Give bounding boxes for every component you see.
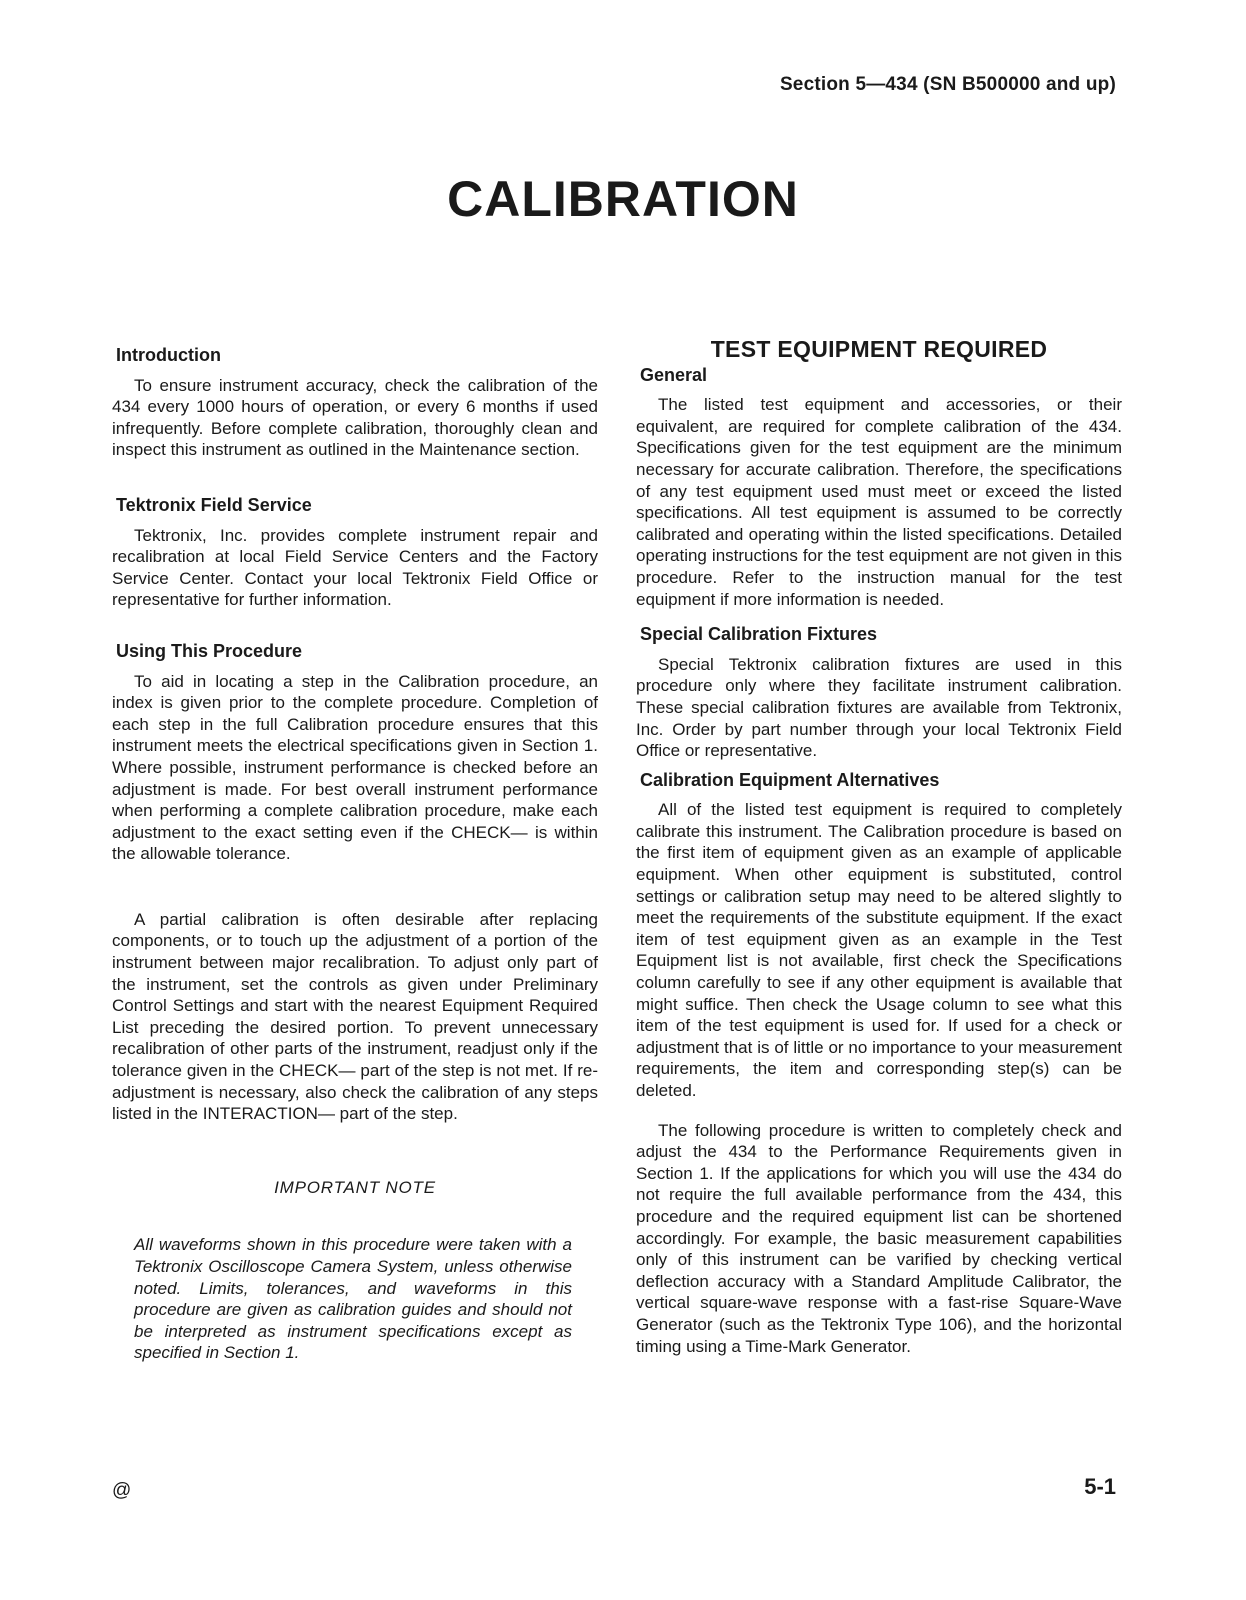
right-column — [636, 336, 1122, 1357]
introduction-text: To ensure instrument accuracy, check the calibration of the 434 every 1000 hours of operation, or every 6 months if used infrequently. Before complete calibration, thoroughly clean and inspect this instrument as outlined in the Maintenance section. — [112, 375, 598, 460]
important-note-text: All waveforms shown in this procedure were taken with a Tektronix Oscilloscope Camera System, unless otherwise noted. Limits, tolerances, and waveforms in this procedure are given as calibration guides and should not be interpreted as instrument specifications except as specified in Section 1. — [134, 1235, 572, 1363]
important-note-title: IMPORTANT NOTE — [274, 1177, 436, 1197]
page-number: 5-1 — [1084, 1474, 1116, 1499]
page-title: CALIBRATION — [447, 171, 799, 227]
footer-mark: @ — [112, 1480, 132, 1501]
introduction-heading: Introduction — [116, 345, 221, 365]
field-service-text: Tektronix, Inc. provides complete instrument repair and recalibration at local Field Service Centers and the Factory Service Center. Contact your local Tektronix Field Office or representative for further information. — [112, 525, 598, 610]
using-procedure-heading: Using This Procedure — [116, 640, 303, 661]
test-equipment-heading: TEST EQUIPMENT REQUIRED — [710, 336, 1048, 362]
alternatives-heading: Calibration Equipment Alternatives — [640, 769, 940, 790]
left-column — [112, 345, 598, 1364]
alternatives-text-2: The following procedure is written to completely check and adjust the 434 to the Performance Requirements given in Section 1. If the applications for which you will use the 434 do not require the full available performance from the 434, this procedure and the required equipment list can be shortened accordingly. For example, the basic measurement capabilities only of this instrument can be varified by checking vertical deflection accuracy with a Standard Amplitude Calibrator, the vertical square-wave response with a fast-rise Square-Wave Generator (such as the Tektronix Type 106), and the horizontal timing using a Time-Mark Generator. — [636, 1120, 1122, 1356]
alternatives-text-1: All of the listed test equipment is required to completely calibrate this instrument. The Calibration procedure is based on the first item of equipment given as an example of applicable equipment. When other equipment is substituted, control settings or calibration setup may need to be altered slightly to meet the requirements of the substitute equipment. If the exact item of test equipment given as an example in the Test Equipment list is not available, first check the Specifications column carefully to see if any other equipment is available that might suffice. Then check the Usage column to see what this item of the test equipment is used for. If used for a check or adjustment that is of little or no importance to your measurement requirements, the item and corresponding step(s) can be deleted. — [636, 800, 1122, 1100]
using-procedure-text-1: To aid in locating a step in the Calibration procedure, an index is given prior to the complete procedure. Completion of each step in the full Calibration procedure ensures that this instrument meets the electrical specifications given in Section 1. Where possible, instrument performance is checked before an adjustment is made. For best overall instrument performance when performing a complete calibration procedure, make each adjustment to the exact setting even if the CHECK— is within the allowable tolerance. — [112, 671, 598, 864]
general-text: The listed test equipment and accessories, or their equivalent, are required for complete calibration of the 434. Specifications given for the test equipment are the minimum necessary for accurate calibration. Therefore, the specifications of any test equipment used must meet or exceed the listed specifications. All test equipment is assumed to be correctly calibrated and operating within the listed specifications. Detailed operating instructions for the test equipment are not given in this procedure. Refer to the instruction manual for the test equipment if more information is needed. — [636, 395, 1122, 609]
general-heading: General — [640, 364, 708, 385]
field-service-heading: Tektronix Field Service — [116, 494, 312, 515]
using-procedure-text-2: A partial calibration is often desirable after replacing components, or to touch up the adjustment of a portion of the instrument between major recalibration. To adjust only part of the instrument, set the controls as given under Preliminary Control Settings and start with the nearest Equipment Required List preceding the desired portion. To prevent unnecessary recalibration of other parts of the instrument, readjust only if the tolerance given in the CHECK— part of the step is not met. If re-adjustment is necessary, also check the calibration of any steps listed in the INTERACTION— part of the step. — [112, 909, 598, 1124]
fixtures-text: Special Tektronix calibration fixtures are used in this procedure only where they facilitate instrument calibration. These special calibration fixtures are available from Tektronix, Inc. Order by part number through your local Tektronix Field Office or representative. — [636, 654, 1122, 761]
fixtures-heading: Special Calibration Fixtures — [640, 624, 878, 645]
section-header: Section 5—434 (SN B500000 and up) — [779, 74, 1116, 95]
